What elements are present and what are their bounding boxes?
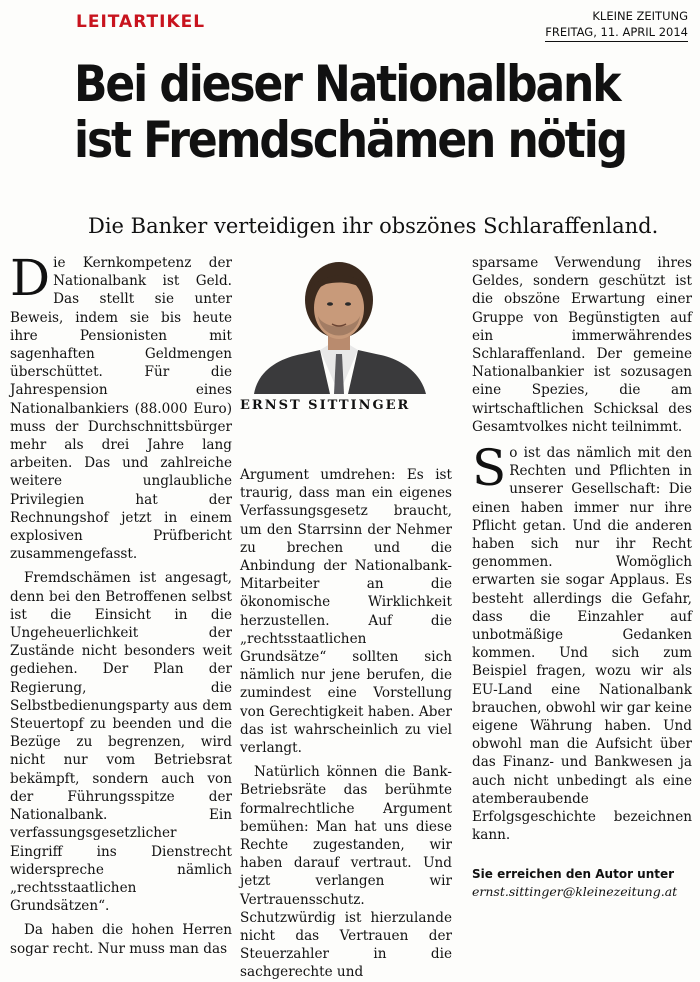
paragraph: sparsame Verwendung ihres Geldes, sondern geschützt ist die obszöne Erwartung einer Gruppe von Begünstigten auf ein immerwährendes Schlaraffenland. Der gemeine Nationalbankier ist sozusagen eine Spezies, die am wirtschaftlichen Schicksal des Gesamtvolkes nicht teilnimmt. <box>472 255 692 435</box>
article-column-3 <box>472 254 692 845</box>
author-byline: ERNST SITTINGER <box>240 398 411 413</box>
headline <box>74 55 627 169</box>
drop-cap: S <box>472 439 507 498</box>
headline-line-2: ist Fremdschämen nötig <box>74 111 627 169</box>
issue-date: FREITAG, 11. APRIL 2014 <box>545 24 688 42</box>
paragraph: Argument umdrehen: Es ist traurig, dass man ein eigenes Verfassungsgesetz braucht, um den Starrsinn der Nehmer zu brechen und die Anbindung der Nationalbank-Mitarbeiter an die ökonomische Wirklichkeit herzustellen. Auf die „rechtsstaatlichen Grundsätze“ sollten sich nämlich nur jene berufen, die zumindest eine Vorstellung von Gerechtigkeit haben. Aber das ist wahrscheinlich zu viel verlangt. <box>240 467 452 757</box>
author-contact <box>472 866 694 900</box>
section-kicker: LEITARTIKEL <box>76 12 206 32</box>
subheadline: Die Banker verteidigen ihr obszönes Schlaraffenland. <box>88 214 659 238</box>
paragraph: Fremdschämen ist angesagt, denn bei den Betroffenen selbst ist die Einsicht in die Ungeheuerlichkeit der Zustände nicht besonders weit gediehen. Der Plan der Regierung, die Selbstbedienungsparty aus dem Steuertopf zu beenden und die Bezüge zu begrenzen, wird nicht nur vom Betriebsrat bekämpft, sondern auch von der Führungsspitze der Nationalbank. Ein verfassungsgesetzlicher Eingriff ins Dienstrecht widerspreche nämlich „rechtsstaatlichen Grundsätzen“. <box>10 570 232 915</box>
article-column-1 <box>10 249 232 958</box>
paper-name: KLEINE ZEITUNG <box>592 9 688 23</box>
paragraph: Natürlich können die Bank-Betriebsräte das berühmte formalrechtliche Argument bemühen: Man hat uns diese Rechte zugestanden, wir haben darauf vertraut. Und jetzt verlangen wir Vertrauensschutz. Schutzwürdig ist hierzulande nicht das Vertrauen der Steuerzahler in die sachgerechte und <box>240 764 452 981</box>
author-portrait <box>240 258 452 394</box>
article-column-2 <box>240 466 452 982</box>
drop-cap: D <box>10 249 51 307</box>
author-email[interactable]: ernst.sittinger@kleinezeitung.at <box>472 884 678 899</box>
headline-line-1: Bei dieser Nationalbank <box>74 55 620 113</box>
paragraph-text: ie Kernkompetenz der Nationalbank ist Geld. Das stellt sie unter Beweis, indem sie bis heute ihre Pensionisten mit sagenhaften Geldmengen überschüttet. Für die Jahrespension eines Nationalbankiers (88.000 Euro) muss der Durchschnittsbürger mehr als drei Jahre lang arbeiten. Das und zahlreiche weitere unglaubliche Privilegien hat der Rechnungshof jetzt in einem explosiven Prüfbericht zusammengefasst. <box>10 255 232 563</box>
paragraph <box>472 439 692 844</box>
masthead <box>545 8 688 42</box>
paragraph-text: o ist das nämlich mit den Rechten und Pflichten in unserer Gesellschaft: Die einen haben immer nur ihre Pflicht getan. Und die anderen haben sich nur ihr Recht genommen. Womöglich erwarten sie sogar Applaus. Es besteht allerdings die Gefahr, dass die Einzahler auf unbotmäßige Gedanken kommen. Und sich zum Beispiel fragen, wozu wir als EU-Land eine Nationalbank brauchen, obwohl wir gar keine eigene Währung haben. Und obwohl man die Aufsicht über das Finanz- und Bankwesen ja auch nicht unbedingt als eine atemberaubende Erfolgsgeschichte bezeichnen kann. <box>472 445 692 844</box>
paragraph: Da haben die hohen Herren sogar recht. Nur muss man das <box>10 922 232 957</box>
paragraph <box>10 249 232 563</box>
contact-label: Sie erreichen den Autor unter <box>472 867 675 881</box>
